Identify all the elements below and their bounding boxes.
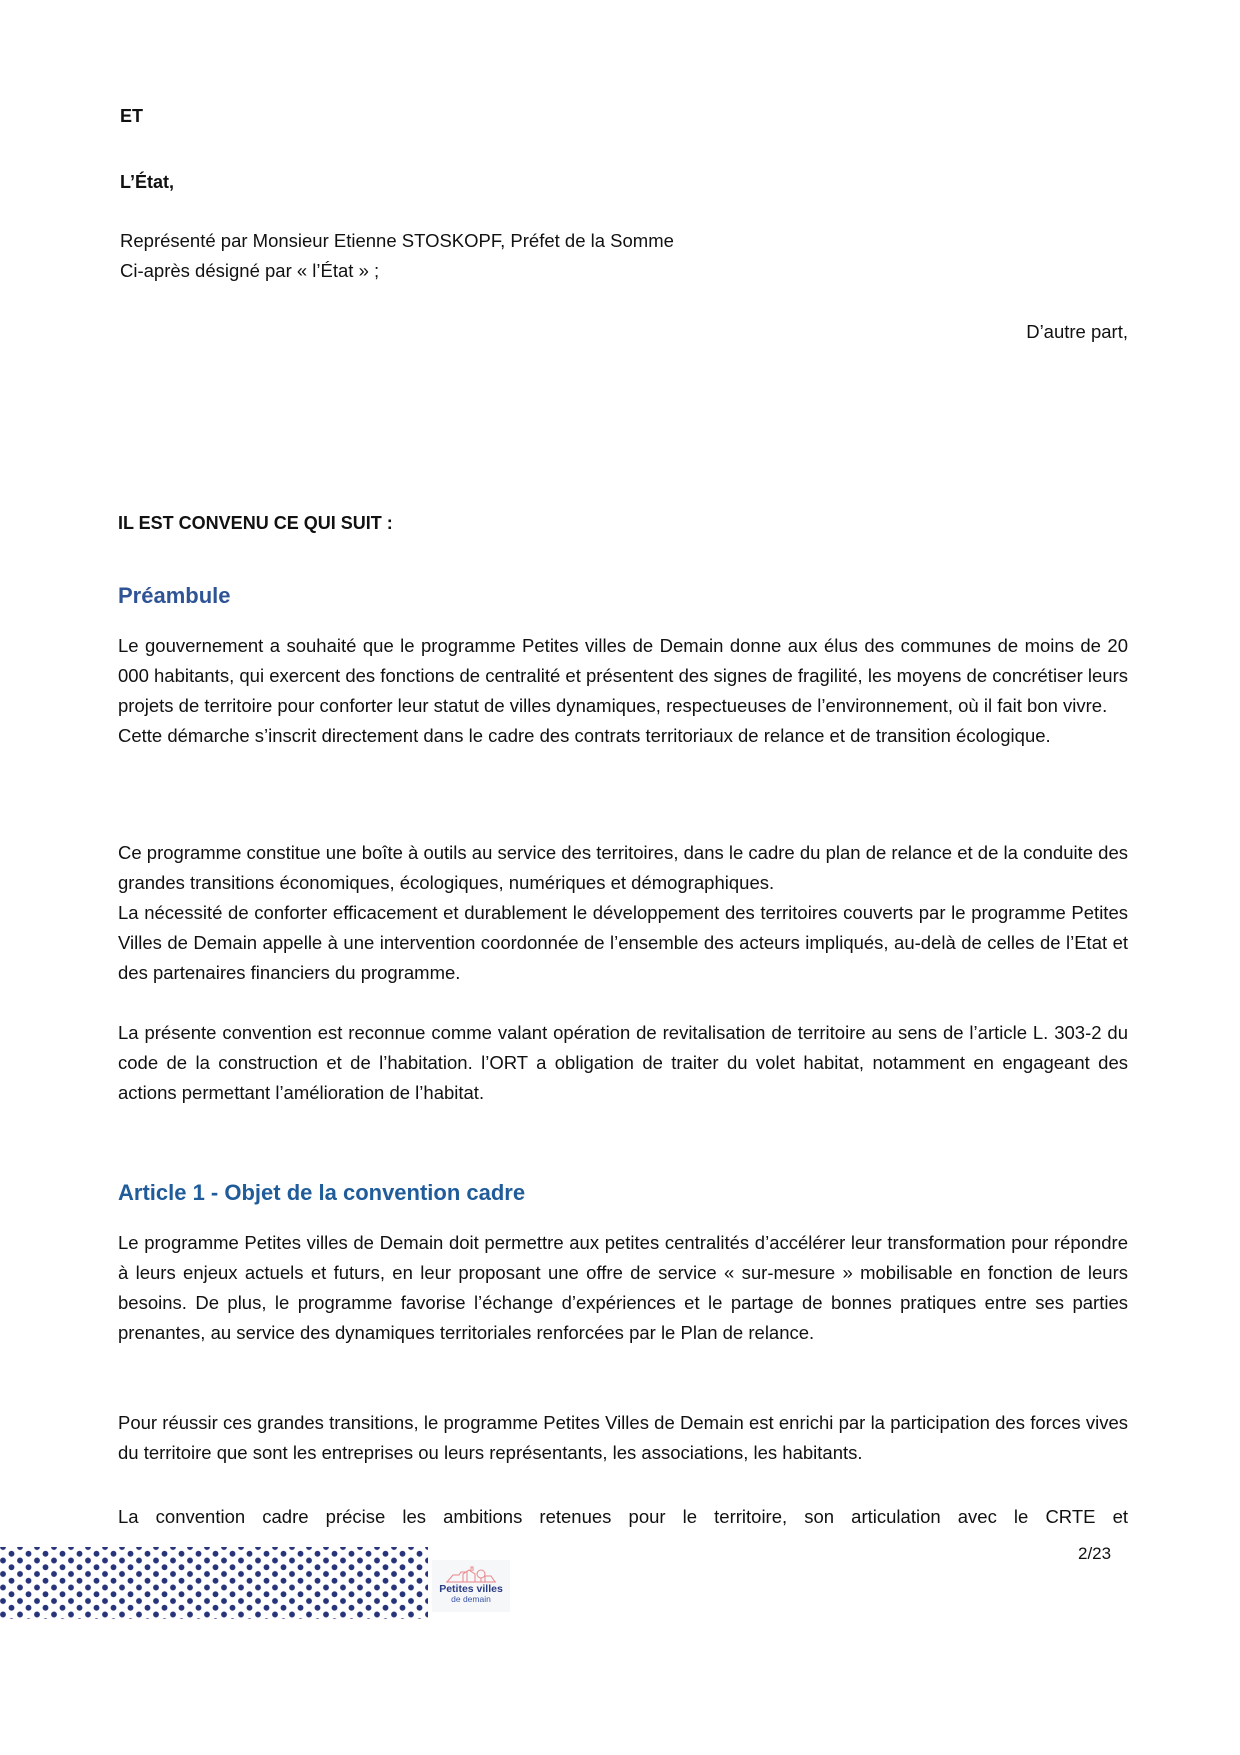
paragraph: Ce programme constitue une boîte à outils au service des territoires, dans le cadre du plan de relance et de la conduite des grandes transitions économiques, écologiques, numériques et démographiques. bbox=[118, 842, 1128, 893]
section-heading-article-1: Article 1 - Objet de la convention cadre bbox=[118, 1180, 526, 1205]
preambule-block-3 bbox=[118, 1018, 1128, 1108]
petites-villes-de-demain-logo bbox=[432, 1560, 510, 1612]
paragraph: La nécessité de conforter efficacement et durablement le développement des territoires couverts par le programme Petites Villes de Demain appelle à une intervention coordonnée de l’ensemble des acteurs impliqués, au-delà de celles de l’Etat et des partenaires financiers du programme. bbox=[118, 902, 1128, 983]
section-heading-preambule: Préambule bbox=[118, 583, 231, 608]
logo-line-2: de demain bbox=[451, 1594, 491, 1604]
preambule-block-1 bbox=[118, 631, 1128, 751]
page-number: 2/23 bbox=[1078, 1544, 1112, 1563]
article-1-block-1 bbox=[118, 1228, 1128, 1348]
party-designation: Ci-après désigné par « l’État » ; bbox=[120, 260, 380, 281]
party-represented-by: Représenté par Monsieur Etienne STOSKOPF, Préfet de la Somme bbox=[120, 230, 674, 251]
preambule-block-2 bbox=[118, 838, 1128, 988]
paragraph: Le gouvernement a souhaité que le programme Petites villes de Demain donne aux élus des communes de moins de 20 000 habitants, qui exercent des fonctions de centralité et présentent des signes de fragilité, les moyens de concrétiser leurs projets de territoire pour conforter leur statut de villes dynamiques, respectueuses de l’environnement, où il fait bon vivre. bbox=[118, 635, 1128, 716]
article-1-block-2 bbox=[118, 1408, 1128, 1468]
village-skyline-icon bbox=[445, 1562, 497, 1584]
paragraph: La présente convention est reconnue comme valant opération de revitalisation de territoire au sens de l’article L. 303-2 du code de la construction et de l’habitation. l’ORT a obligation de traiter du volet habitat, notamment en engageant des actions permettant l’amélioration de l’habitat. bbox=[118, 1022, 1128, 1103]
paragraph: Cette démarche s’inscrit directement dans le cadre des contrats territoriaux de relance et de transition écologique. bbox=[118, 725, 1051, 746]
party-name: L’État, bbox=[120, 172, 175, 192]
et-label: ET bbox=[120, 106, 144, 126]
agreement-intro: IL EST CONVENU CE QUI SUIT : bbox=[118, 513, 393, 533]
dot-pattern-decoration bbox=[0, 1547, 428, 1619]
logo-line-1: Petites villes bbox=[439, 1583, 503, 1595]
article-1-block-3 bbox=[118, 1502, 1128, 1532]
other-part-label: D’autre part, bbox=[1026, 321, 1128, 342]
paragraph: Le programme Petites villes de Demain doit permettre aux petites centralités d’accélérer leur transformation pour répondre à leurs enjeux actuels et futurs, en leur proposant une offre de service « sur-mesure » mobilisable en fonction de leurs besoins. De plus, le programme favorise l’échange d’expériences et le partage de bonnes pratiques entre ses parties prenantes, au service des dynamiques territoriales renforcées par le Plan de relance. bbox=[118, 1232, 1128, 1343]
paragraph: Pour réussir ces grandes transitions, le programme Petites Villes de Demain est enrichi par la participation des forces vives du territoire que sont les entreprises ou leurs représentants, les associations, les habitants. bbox=[118, 1412, 1128, 1463]
paragraph: La convention cadre précise les ambitions retenues pour le territoire, son articulation avec le CRTE et bbox=[118, 1506, 1128, 1527]
